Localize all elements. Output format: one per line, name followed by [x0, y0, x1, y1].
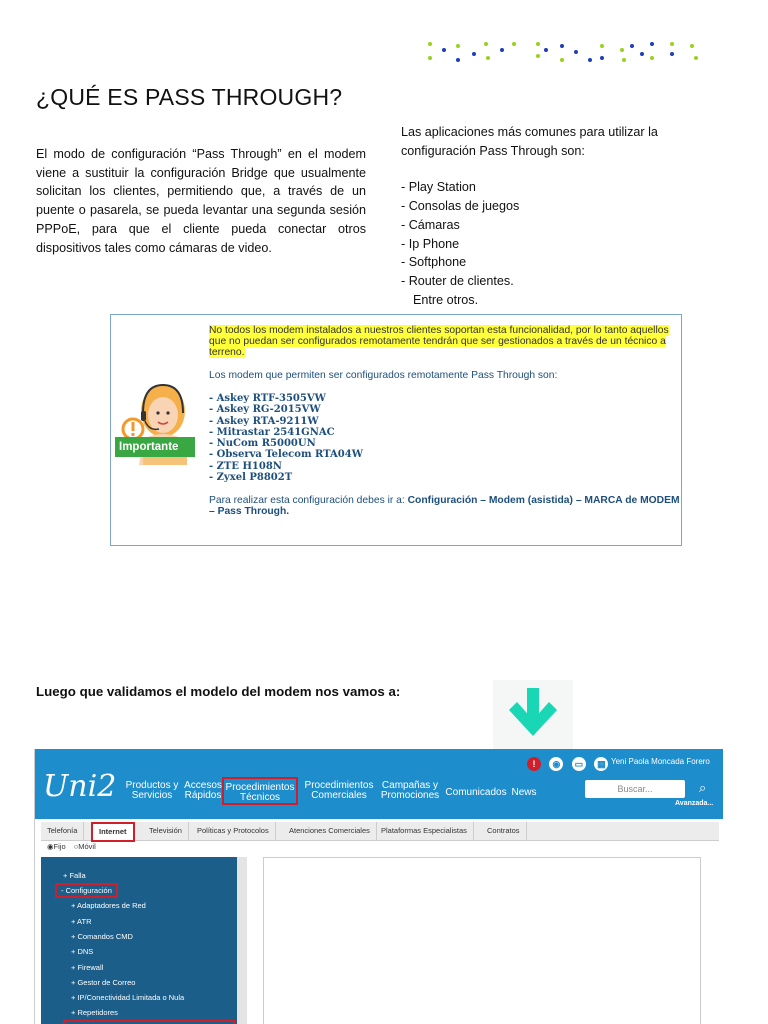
list-item: - Ip Phone	[401, 236, 460, 251]
decorative-dot	[690, 44, 694, 48]
list-item: - Play Station	[401, 180, 476, 195]
decorative-dot	[670, 52, 674, 56]
decorative-dot	[544, 48, 548, 52]
brand-icon[interactable]: ◉	[549, 757, 563, 771]
list-item: - Consolas de juegos	[401, 199, 520, 214]
nav-campanas[interactable]: Campañas y Promociones	[380, 780, 440, 801]
search-icon[interactable]: ⌕	[699, 780, 707, 795]
tree-scrollbar[interactable]	[237, 857, 247, 1024]
decorative-dot	[472, 52, 476, 56]
alert-icon[interactable]: !	[527, 757, 541, 771]
tab-telefonia[interactable]: Telefonía	[41, 822, 84, 840]
decorative-dot	[486, 56, 490, 60]
tree-item[interactable]: + Gestor de Correo	[71, 978, 136, 987]
list-item-more: Entre otros.	[413, 292, 479, 307]
decorative-dot	[560, 58, 564, 62]
important-badge: Importante	[119, 441, 179, 453]
tab-contratos[interactable]: Contratos	[481, 822, 527, 840]
list-item: - Observa Telecom RTA04W	[209, 449, 363, 461]
decorative-dot	[600, 44, 604, 48]
decorative-dot	[670, 42, 674, 46]
nav-productos[interactable]: Productos y Servicios	[125, 780, 179, 801]
list-item: - ZTE H108N	[209, 460, 282, 472]
decorative-dot	[536, 54, 540, 58]
calculator-icon[interactable]: ▦	[594, 757, 608, 771]
apps-section	[401, 123, 701, 309]
decorative-dot	[560, 44, 564, 48]
tree-item[interactable]: + ATR	[71, 917, 92, 926]
tab-atenciones[interactable]: Atenciones Comerciales	[283, 822, 377, 840]
tree-item[interactable]: + DNS	[71, 947, 94, 956]
tab-politicas[interactable]: Políticas y Protocolos	[191, 822, 276, 840]
nav-comunicados[interactable]: Comunicados	[445, 787, 507, 798]
nav-procedimientos-tecnicos[interactable]: Procedimientos Técnicos	[222, 777, 298, 805]
decorative-dot	[622, 58, 626, 62]
intro-paragraph: El modo de configuración “Pass Through” en el modem viene a sustituir la configuración Bridge que usualmente solicitan los clientes, permitiendo que, a través de un puente o pasarela, se pueda levantar una segunda sesión PPPoE, para que el cliente pueda conectar otros dispositivos tales como cámaras de video.	[36, 147, 366, 255]
decorative-dot	[588, 58, 592, 62]
list-item: - Askey RTF-3505VW	[209, 393, 326, 404]
decorative-dot	[640, 52, 644, 56]
user-name[interactable]: Yeni Paola Moncada Forero	[611, 757, 710, 766]
notice-warning: No todos los modem instalados a nuestros clientes soportan esta funcionalidad, por lo tanto aquellos que no puedan ser configurados remotamente tendrán que ser gestionados a través de un técnico a terreno.	[209, 325, 669, 358]
tab-internet[interactable]: Internet	[91, 822, 135, 842]
radio-mobile-label: Móvil	[78, 842, 96, 851]
tree-item[interactable]: + Adaptadores de Red	[71, 901, 146, 910]
decorative-dot	[456, 44, 460, 48]
radio-fixed-label: Fijo	[53, 842, 66, 851]
decorative-dot	[428, 42, 432, 46]
decorative-dot	[574, 50, 578, 54]
arrow-down-icon	[493, 680, 573, 750]
decorative-dot	[650, 42, 654, 46]
category-tree	[41, 857, 237, 1024]
decorative-dot	[512, 42, 516, 46]
decorative-dot	[620, 48, 624, 52]
nav-news[interactable]: News	[511, 787, 537, 798]
decorative-dot	[442, 48, 446, 52]
highlight-frame	[63, 1020, 235, 1024]
line-type-radios	[47, 842, 96, 851]
list-item: - Softphone	[401, 255, 467, 270]
tree-item[interactable]: + Firewall	[71, 963, 104, 972]
decorative-dot	[500, 48, 504, 52]
operator-illustration	[115, 355, 195, 473]
tree-item-falla[interactable]: + Falla	[63, 871, 86, 880]
chat-icon[interactable]: ▭	[572, 757, 586, 771]
decorative-dot	[630, 44, 634, 48]
content-panel	[263, 857, 701, 1024]
next-step-text: Luego que validamos el modelo del modem nos vamos a:	[36, 684, 401, 699]
notice-text	[209, 325, 681, 517]
decorative-dot	[484, 42, 488, 46]
path-intro: Para realizar esta configuración debes ir a:	[209, 495, 405, 507]
portal-screenshot	[34, 749, 723, 1024]
apps-list	[401, 178, 701, 309]
tree-item[interactable]: + Comandos CMD	[71, 932, 133, 941]
list-item: - Mitrastar 2541GNAC	[209, 426, 335, 438]
portal-header	[35, 749, 723, 819]
headset-operator-icon	[115, 355, 195, 473]
tree-item[interactable]: + IP/Conectividad Limitada o Nula	[71, 993, 185, 1002]
decorative-dots	[424, 38, 704, 68]
nav-accesos[interactable]: Accesos Rápidos	[184, 780, 222, 801]
decorative-dot	[694, 56, 698, 60]
decorative-dot	[456, 58, 460, 62]
radio-mobile-icon[interactable]: ○	[73, 842, 79, 851]
search-input[interactable]: Buscar...	[585, 780, 685, 798]
models-list	[209, 393, 681, 483]
config-path: Configuración – Modem (asistida) – MARCA de MODEM – Pass Through.	[209, 495, 680, 518]
nav-procedimientos-comerciales[interactable]: Procedimientos Comerciales	[304, 780, 374, 801]
tab-television[interactable]: Televisión	[143, 822, 189, 840]
apps-intro: Las aplicaciones más comunes para utilizar la configuración Pass Through son:	[401, 125, 658, 158]
list-item: - Cámaras	[401, 217, 460, 232]
list-item: - Askey RTA-9211W	[209, 415, 319, 427]
tab-bar	[41, 822, 719, 841]
list-item: - Router de clientes.	[401, 273, 514, 288]
radio-fixed-icon[interactable]: ◉	[47, 842, 54, 851]
decorative-dot	[650, 56, 654, 60]
models-intro: Los modem que permiten ser configurados remotamente Pass Through son:	[209, 370, 558, 381]
top-icons	[527, 754, 612, 770]
advanced-search-link[interactable]: Avanzada...	[675, 800, 714, 807]
page-title: ¿QUÉ ES PASS THROUGH?	[36, 84, 343, 110]
arrow-area	[493, 680, 573, 750]
portal-logo: Uni2	[43, 769, 117, 804]
tree-item-configuracion[interactable]: - Configuración	[55, 883, 118, 898]
tab-plataformas[interactable]: Plataformas Especialistas	[375, 822, 474, 840]
decorative-dot	[536, 42, 540, 46]
decorative-dot	[600, 56, 604, 60]
list-item: - Askey RG-2015VW	[209, 404, 321, 416]
list-item: - NuCom R5000UN	[209, 438, 316, 450]
list-item: - Zyxel P8802T	[209, 472, 293, 484]
important-notice	[110, 314, 682, 546]
decorative-dot	[428, 56, 432, 60]
tree-item[interactable]: + Repetidores	[71, 1008, 118, 1017]
